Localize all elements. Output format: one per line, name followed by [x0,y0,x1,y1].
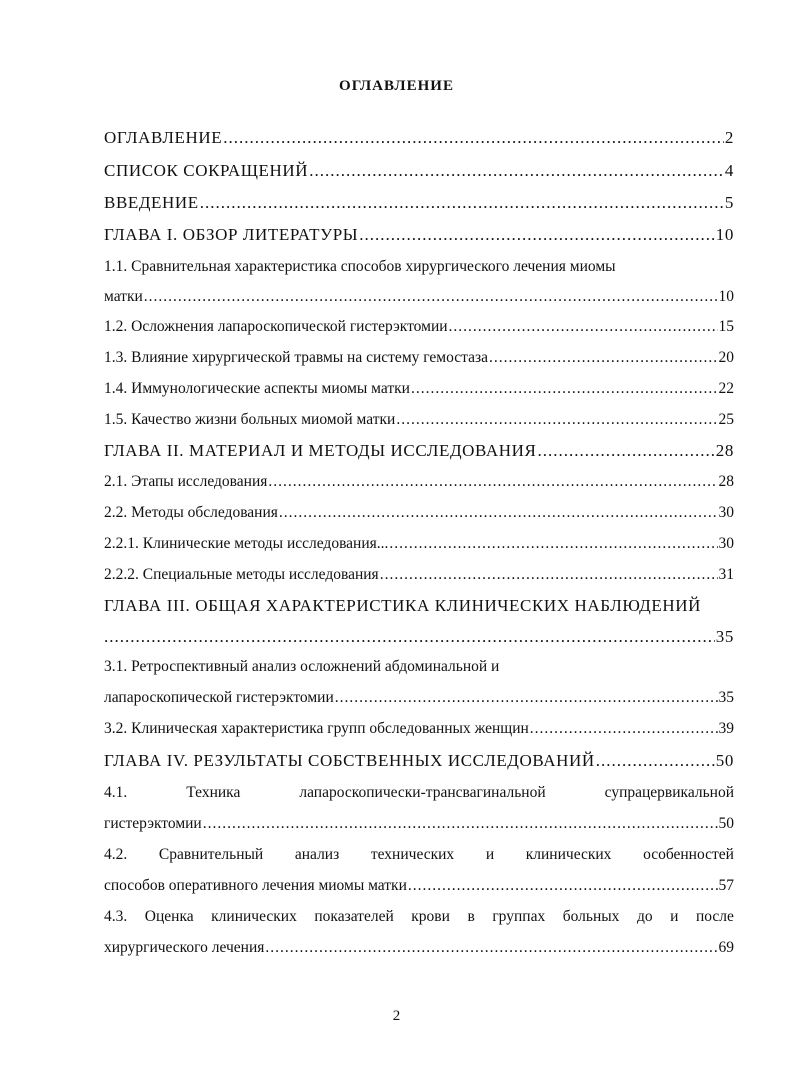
toc-entry-text: 2.1. Этапы исследования [104,473,268,490]
dot-leader [268,473,717,491]
toc-entry-page: 30 [718,535,734,552]
toc-entry [104,441,734,461]
toc-entry-text: 1.5. Качество жизни больных миомой матки [104,411,396,428]
toc-entry-text: 2.2.2. Специальные методы исследования [104,566,379,583]
toc-word: клинических [525,846,612,863]
toc-entry-text: 1.3. Влияние хирургической травмы на систему гемостаза [104,349,488,366]
toc-entry-line1 [104,658,734,676]
toc-word: клинических [211,908,297,925]
toc-word: показателей [314,908,394,925]
toc-entry [104,720,734,738]
dot-leader [389,535,717,553]
toc-entry [104,288,734,306]
toc-entry [104,815,734,833]
toc-entry-page: 50 [718,815,734,832]
toc-word: в [467,908,475,925]
toc-entry-line1 [104,596,734,616]
page-title: ОГЛАВЛЕНИЕ [339,78,454,94]
toc-word: супрацервикальной [604,784,734,801]
toc-entry-page: 25 [718,411,734,428]
dot-leader [530,720,718,738]
toc-word: анализ [294,846,340,863]
toc-entry [104,566,734,584]
toc-entry [104,939,734,957]
toc-entry-text: 3.1. Ретроспективный анализ осложнений абдоминальной и [104,658,500,675]
toc-entry [104,751,734,771]
dot-leader [203,815,718,833]
toc-entry [104,504,734,522]
toc-entry-text: 2.2. Методы обследования [104,504,278,521]
dot-leader [408,877,718,895]
toc-entry [104,380,734,398]
toc-entry-line1 [104,784,734,802]
toc-entry-text: матки [104,288,143,305]
toc-entry-text: 1.2. Осложнения лапароскопической гистерэктомии [104,318,448,335]
toc-word: 4.3. [104,908,128,925]
toc-word: лапароскопически-трансвагинальной [299,784,546,801]
toc-entry-page: 20 [718,349,734,366]
toc-entry-text: ГЛАВА IV. РЕЗУЛЬТАТЫ СОБСТВЕННЫХ ИССЛЕДОВАНИЙ [104,751,595,770]
toc-entry-text: СПИСОК СОКРАЩЕНИЙ [104,161,309,180]
toc-entry-text: 3.2. Клиническая характеристика групп обследованных женщин [104,720,529,737]
toc-word: крови [411,908,450,925]
dot-leader [489,349,718,367]
toc-entry-page: 10 [718,288,734,305]
toc-word: после [695,908,734,925]
toc-entry-page: 50 [715,751,734,770]
toc-entry-text: 1.1. Сравнительная характеристика способов хирургического лечения миомы [104,258,616,275]
dot-leader [596,751,715,771]
page-number: 2 [392,1008,401,1024]
toc-entry [104,411,734,429]
toc-entry-text: способов оперативного лечения миомы матки [104,877,407,894]
toc-entry [104,689,734,707]
toc-entry-text: хирургического лечения [104,939,265,956]
toc-entry-text: ГЛАВА II. МАТЕРИАЛ И МЕТОДЫ ИССЛЕДОВАНИЯ [104,441,537,460]
dot-leader [144,288,718,306]
toc-entry-text: гистерэктомии [104,815,202,832]
toc-entry-page: 57 [718,877,734,894]
toc-entry [104,627,734,647]
toc-entry-page: 31 [718,566,734,583]
toc-word: больных [562,908,620,925]
toc-entry-page: 5 [724,193,734,212]
toc-entry [104,193,734,213]
toc-entry [104,349,734,367]
dot-leader [449,318,718,336]
dot-leader [537,441,714,461]
dot-leader [359,225,715,245]
toc-entry-page: 28 [718,473,734,490]
toc-entry-page: 35 [715,627,734,646]
toc-word: Сравнительный [158,846,264,863]
dot-leader [200,193,724,213]
toc-word: до [636,908,653,925]
toc-entry-page: 4 [724,161,734,180]
toc-entry [104,161,734,181]
toc-entry-page: 39 [718,720,734,737]
dot-leader [411,380,718,398]
toc-word: и [670,908,679,925]
toc-word: 4.1. [104,784,128,801]
dot-leader [380,566,718,584]
dot-leader [265,939,717,957]
dot-leader [104,627,715,647]
toc-entry-line1 [104,258,734,276]
toc-entry-text: ВВЕДЕНИЕ [104,193,199,212]
dot-leader [279,504,718,522]
toc-word: и [485,846,495,863]
toc-word: Оценка [144,908,194,925]
toc-word: 4.2. [104,846,128,863]
toc-entry-text: ОГЛАВЛЕНИЕ [104,128,223,147]
toc-entry-page: 28 [715,441,734,460]
toc-entry-page: 30 [718,504,734,521]
toc-entry-page: 10 [715,225,734,244]
toc-entry-page: 35 [718,689,734,706]
toc-entry-text: 2.2.1. Клинические методы исследования... [104,535,389,552]
toc-entry-line1 [104,846,734,864]
toc-entry [104,877,734,895]
toc-entry [104,473,734,491]
dot-leader [396,411,717,429]
toc-word: технических [370,846,455,863]
dot-leader [335,689,718,707]
toc-entry [104,225,734,245]
dot-leader [309,161,724,181]
toc-entry [104,318,734,336]
toc-entry-line1 [104,908,734,926]
toc-entry-text: ГЛАВА I. ОБЗОР ЛИТЕРАТУРЫ [104,225,359,244]
toc-word: группах [492,908,546,925]
toc-word: особенностей [643,846,734,863]
toc-entry-text: ГЛАВА III. ОБЩАЯ ХАРАКТЕРИСТИКА КЛИНИЧЕСКИХ НАБЛЮДЕНИЙ [104,596,701,615]
toc-entry-text: 1.4. Иммунологические аспекты миомы матки [104,380,410,397]
toc-entry [104,128,734,148]
toc-entry-text: лапароскопической гистерэктомии [104,689,334,706]
toc-word: Техника [186,784,241,801]
toc-entry-page: 22 [718,380,734,397]
toc-entry-page: 15 [718,318,734,335]
toc-entry-page: 69 [718,939,734,956]
toc-entry-page: 2 [724,128,734,147]
toc-entry [104,535,734,553]
dot-leader [223,128,724,148]
